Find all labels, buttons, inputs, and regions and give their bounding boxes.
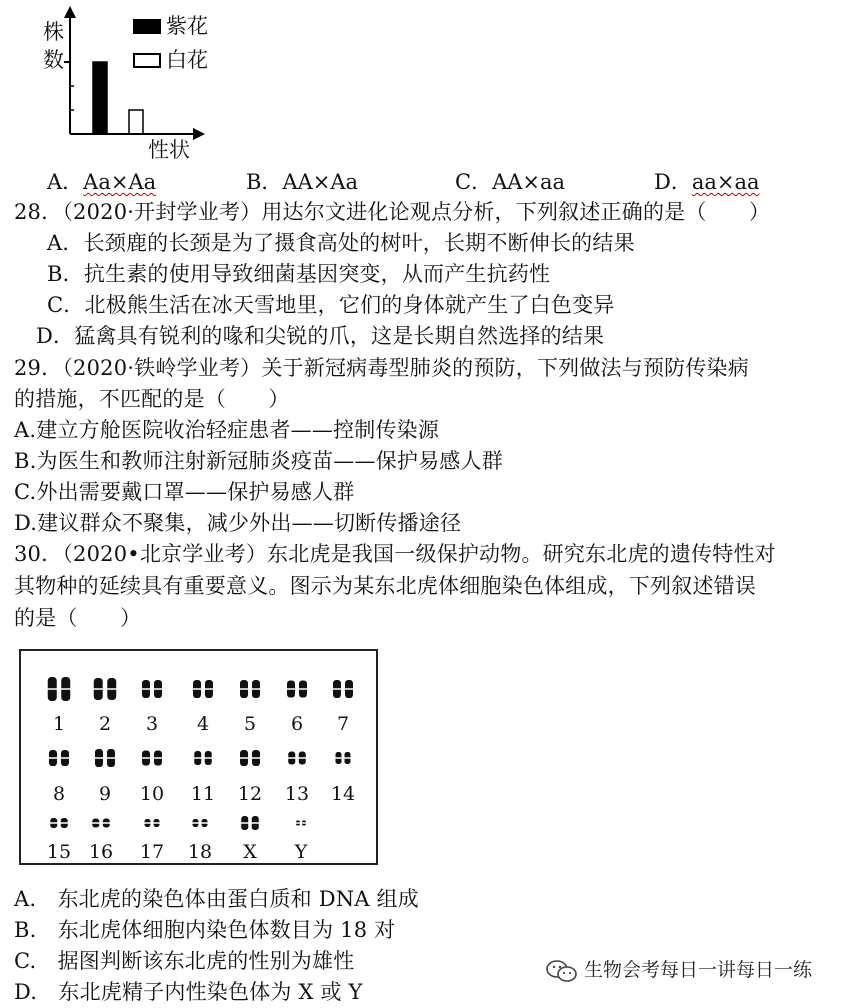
chromosome-label: 11 (190, 783, 216, 805)
chromosome-label: 5 (243, 713, 257, 735)
chromosome-label: 18 (187, 841, 213, 863)
q29-stem-line-1: 29．（2020·铁岭学业考）关于新冠病毒型肺炎的预防，下列做法与预防传染病 (14, 356, 749, 380)
option-letter: C． (455, 170, 493, 194)
q28-option-c[interactable]: C．北极熊生活在冰天雪地里，它们的身体就产生了白色变异 (47, 293, 615, 317)
q29-option-d[interactable]: D.建议群众不聚集，减少外出——切断传播途径 (14, 511, 462, 535)
q30-option-c[interactable]: C. 据图判断该东北虎的性别为雄性 (14, 949, 355, 973)
option-text: AA×Aa (282, 170, 359, 194)
chromosome-label: 14 (330, 783, 356, 805)
q30-stem-line-1: 30．（2020•北京学业考）东北虎是我国一级保护动物。研究东北虎的遗传特性对 (14, 542, 776, 566)
y-axis-label-1: 株 (43, 20, 64, 44)
q29-option-a[interactable]: A.建立方舱医院收治轻症患者——控制传染源 (14, 418, 440, 442)
bar-white (129, 110, 143, 134)
chromosome-label: 12 (237, 783, 263, 805)
x-axis-arrow (193, 128, 205, 140)
q29-option-b[interactable]: B.为医生和教师注射新冠肺炎疫苗——保护易感人群 (14, 449, 503, 473)
option-text: Aa×Aa (83, 170, 157, 194)
q30-stem-line-3: 的是（ ） (14, 606, 142, 630)
option-text: aa×aa (691, 170, 760, 194)
chromosome-label: 2 (98, 713, 112, 735)
legend-swatch-white (133, 53, 161, 68)
option-letter: A． (47, 170, 84, 194)
q27-option-d[interactable] (654, 168, 760, 196)
q28-option-d[interactable]: D．猛禽具有锐利的喙和尖锐的爪，这是长期自然选择的结果 (36, 324, 605, 348)
y-axis-label-2: 数 (43, 48, 64, 72)
watermark-text: 生物会考每日一讲每日一练 (584, 959, 813, 981)
q27-option-c[interactable] (455, 168, 565, 196)
chromosome-label: Y (294, 841, 308, 863)
chromosome-label: 13 (284, 783, 310, 805)
q30-option-d[interactable]: D. 东北虎精子内性染色体为 X 或 Y (14, 980, 363, 1004)
option-text: AA×aa (492, 170, 566, 194)
q28-option-a[interactable]: A．长颈鹿的长颈是为了摄食高处的树叶，长期不断伸长的结果 (47, 231, 635, 255)
chromosome-label: 3 (145, 713, 159, 735)
q27-option-a[interactable] (47, 168, 156, 196)
legend-label-purple: 紫花 (166, 14, 208, 38)
wechat-icon (545, 959, 579, 983)
q30-option-a[interactable]: A. 东北虎的染色体由蛋白质和 DNA 组成 (14, 887, 419, 911)
q29-option-c[interactable]: C.外出需要戴口罩——保护易感人群 (14, 480, 355, 504)
option-letter: B． (246, 170, 283, 194)
chromosome-label: 15 (46, 841, 72, 863)
y-axis-arrow (64, 6, 76, 18)
chromosome-label: 16 (88, 841, 114, 863)
q28-stem: 28．（2020·开封学业考）用达尔文进化论观点分析，下列叙述正确的是（ ） (14, 200, 771, 224)
chromosome-label: X (243, 841, 257, 863)
chromosome-label: 7 (336, 713, 350, 735)
chromosome-label: 17 (139, 841, 165, 863)
x-axis-label: 性状 (148, 138, 190, 162)
q30-option-b[interactable]: B. 东北虎体细胞内染色体数目为 18 对 (14, 918, 396, 942)
chromosome-label: 6 (290, 713, 304, 735)
q28-option-b[interactable]: B．抗生素的使用导致细菌基因突变，从而产生抗药性 (47, 262, 551, 286)
chromosome-label: 1 (52, 713, 66, 735)
option-letter: D． (654, 170, 692, 194)
q30-stem-line-2: 其物种的延续具有重要意义。图示为某东北虎体细胞染色体组成，下列叙述错误 (14, 574, 756, 598)
legend-swatch-purple (133, 19, 161, 34)
karyotype-figure (19, 649, 378, 865)
legend-label-white: 白花 (166, 48, 208, 72)
q27-option-b[interactable] (246, 168, 358, 196)
chromosome-label: 4 (196, 713, 210, 735)
q29-stem-line-2: 的措施，不匹配的是（ ） (14, 387, 290, 411)
chromosome-label: 9 (98, 783, 112, 805)
bar-purple (93, 62, 107, 134)
chromosome-label: 8 (52, 783, 66, 805)
chromosome-label: 10 (139, 783, 165, 805)
chromosome-shapes (21, 651, 376, 863)
